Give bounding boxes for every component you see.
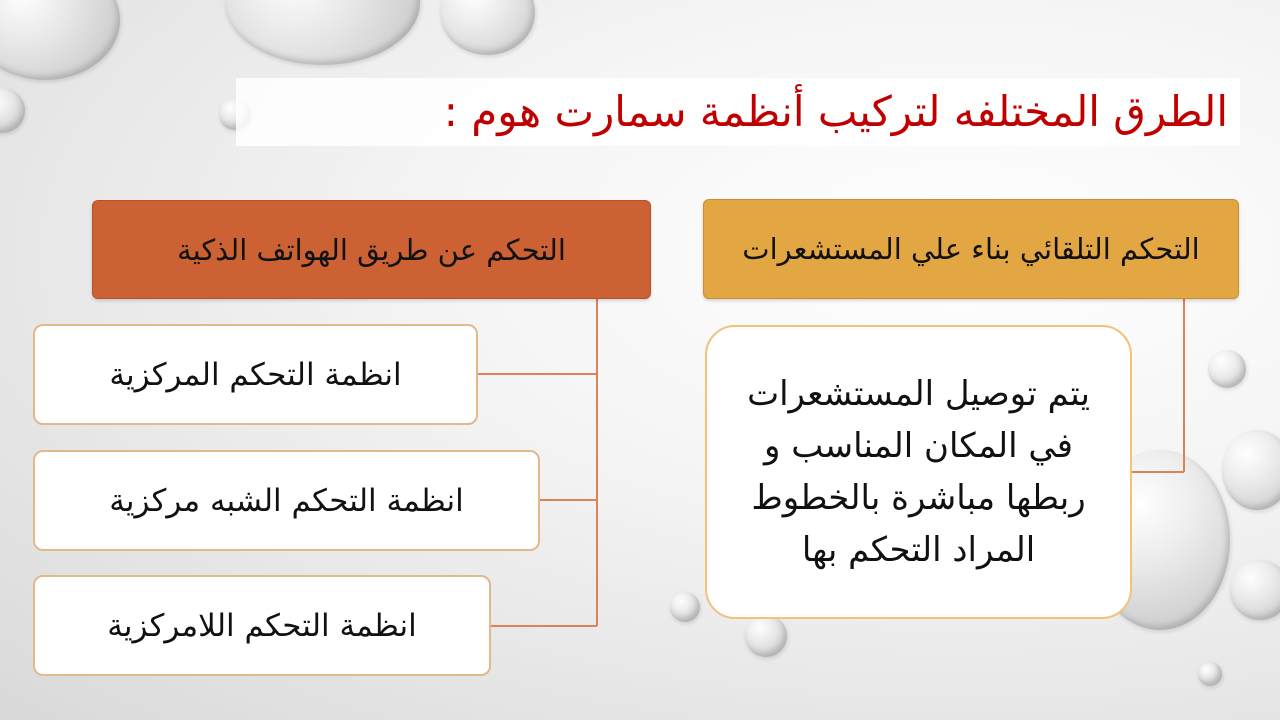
sensor-description-box bbox=[705, 325, 1132, 619]
sensor-description-text: يتم توصيل المستشعرات في المكان المناسب و ربطها مباشرة بالخطوط المراد التحكم بها bbox=[747, 374, 1090, 570]
decentralized-control-item: انظمة التحكم اللامركزية bbox=[33, 575, 491, 676]
central-control-item: انظمة التحكم المركزية bbox=[33, 324, 478, 425]
semi-central-control-item: انظمة التحكم الشبه مركزية bbox=[33, 450, 540, 551]
sensor-control-header: التحكم التلقائي بناء علي المستشعرات bbox=[703, 199, 1239, 299]
slide-title: الطرق المختلفه لتركيب أنظمة سمارت هوم : bbox=[443, 87, 1228, 136]
smartphone-control-header: التحكم عن طريق الهواتف الذكية bbox=[92, 200, 651, 299]
